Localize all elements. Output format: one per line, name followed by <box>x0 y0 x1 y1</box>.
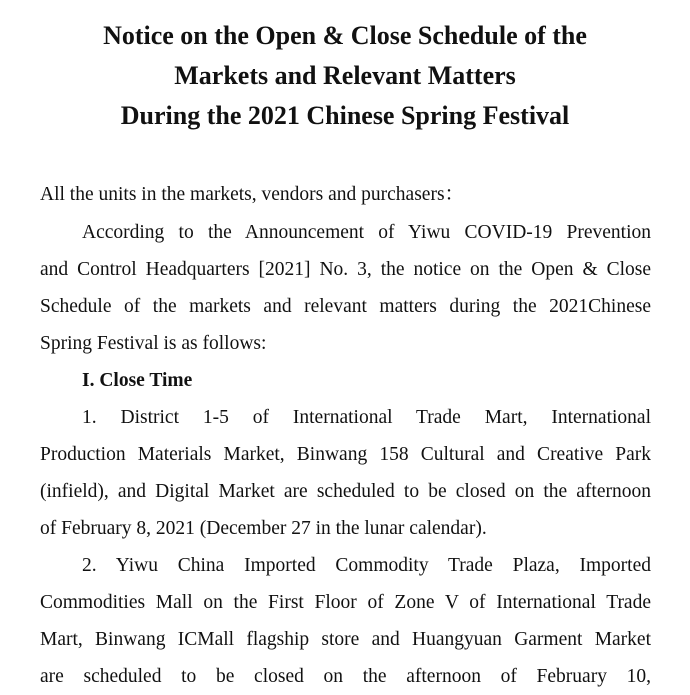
section-heading-close-time: I. Close Time <box>82 370 193 391</box>
item2-line-3: Mart, Binwang ICMall flagship store and Huangyuan Garment Market <box>40 629 651 650</box>
intro-line-4: Spring Festival is as follows: <box>40 333 267 354</box>
item1-line-2: Production Materials Market, Binwang 158 Cultural and Creative Park <box>40 444 651 465</box>
title-line-2: Markets and Relevant Matters <box>174 61 516 90</box>
item1-line-4: of February 8, 2021 (December 27 in the lunar calendar). <box>40 518 487 539</box>
intro-line-2: and Control Headquarters [2021] No. 3, the notice on the Open & Close <box>40 259 651 280</box>
title-line-3: During the 2021 Chinese Spring Festival <box>120 101 570 130</box>
item1-line-3: (infield), and Digital Market are scheduled to be closed on the afternoon <box>40 481 651 502</box>
title-line-1: Notice on the Open & Close Schedule of the <box>103 21 587 50</box>
salutation: All the units in the markets, vendors and purchasers： <box>40 184 465 205</box>
item2-line-2: Commodities Mall on the First Floor of Zone V of International Trade <box>40 592 651 613</box>
item1-line-1: 1. District 1-5 of International Trade Mart, International <box>82 407 651 428</box>
intro-line-1: According to the Announcement of Yiwu COVID-19 Prevention <box>82 222 651 243</box>
item2-line-1: 2. Yiwu China Imported Commodity Trade Plaza, Imported <box>82 555 651 576</box>
item2-line-4: are scheduled to be closed on the afternoon of February 10, <box>40 666 651 687</box>
intro-line-3: Schedule of the markets and relevant matters during the 2021Chinese <box>40 296 651 317</box>
